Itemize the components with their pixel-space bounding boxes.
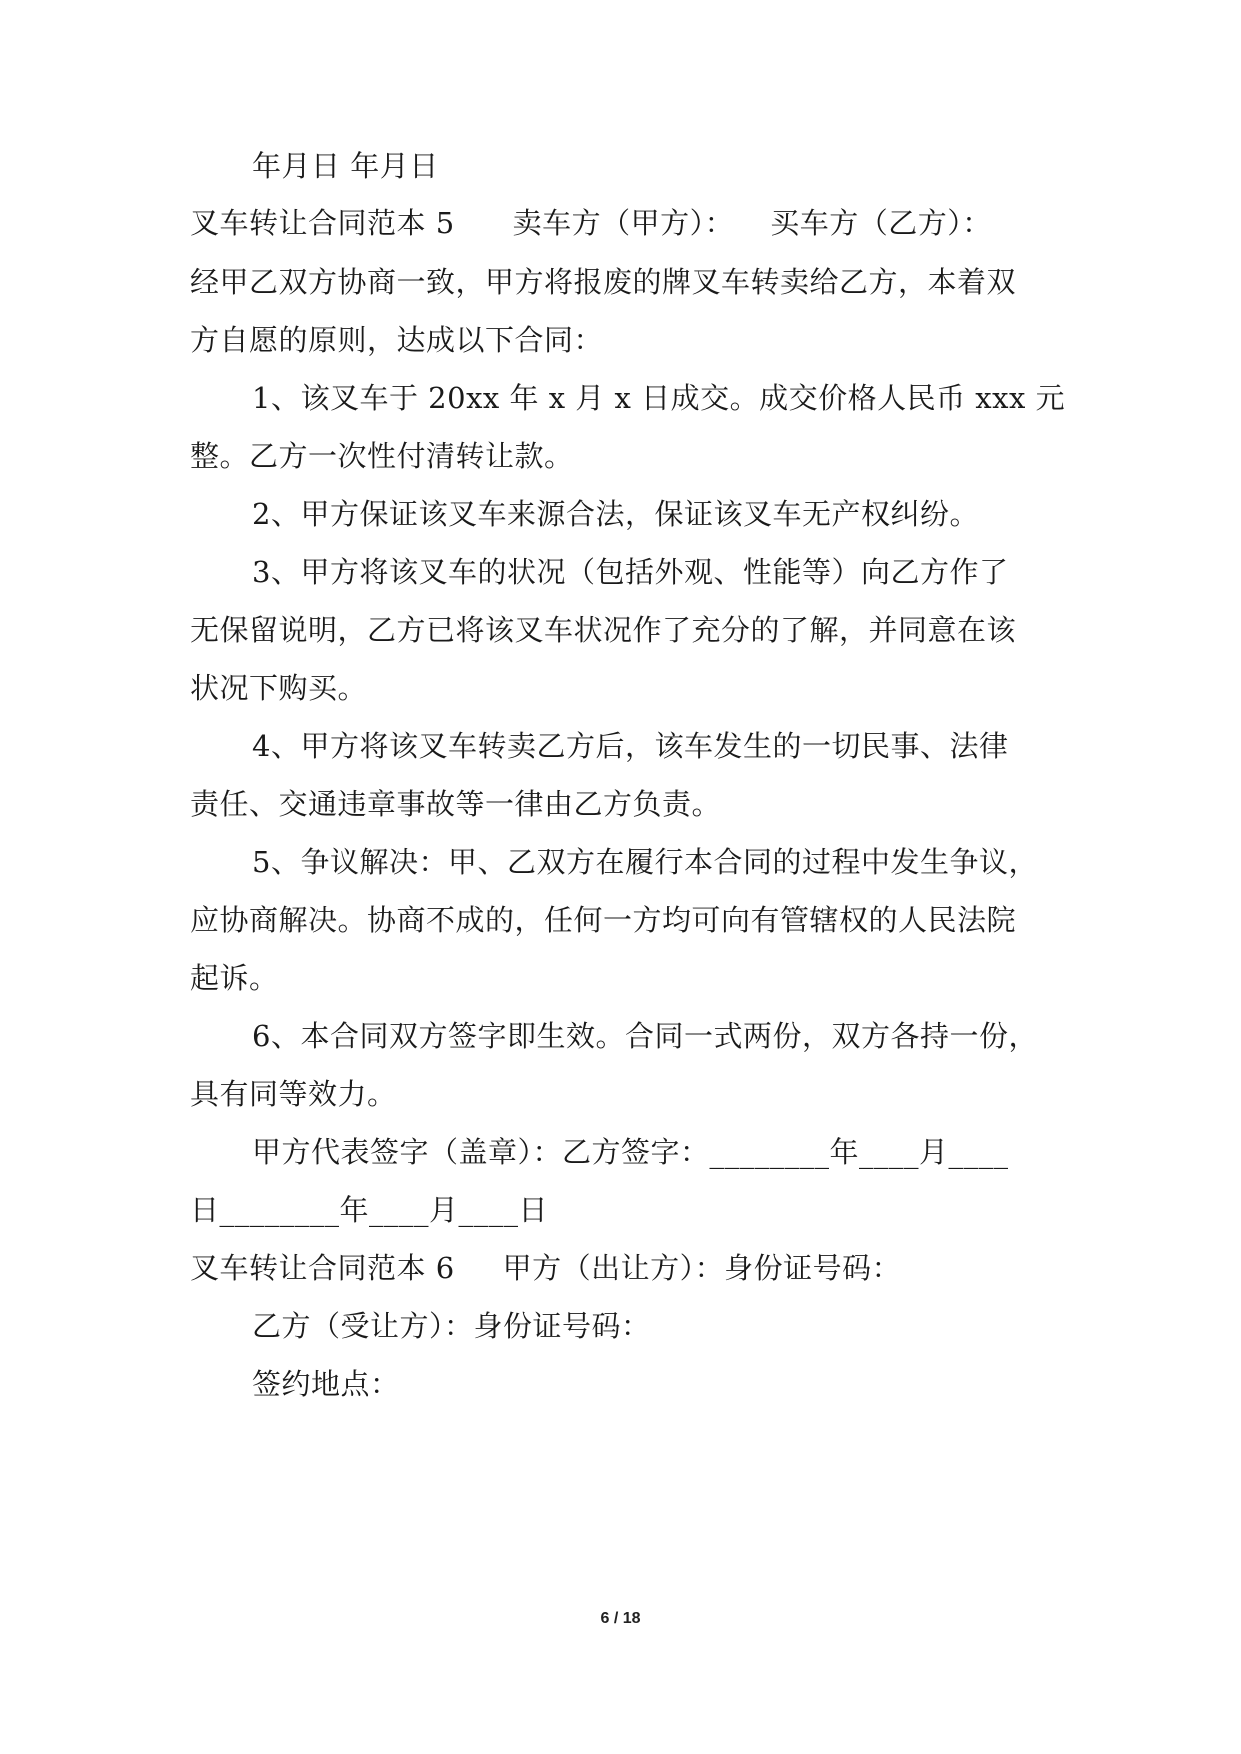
- clause-3: [252, 552, 1060, 592]
- signing-location-line: [252, 1364, 1060, 1404]
- text: 状况下购买。: [190, 671, 368, 705]
- paragraph-line: [190, 610, 1060, 650]
- text: 整。乙方一次性付清转让款。: [190, 439, 574, 473]
- text: 5、争议解决：甲、乙双方在履行本合同的过程中发生争议，: [252, 845, 1038, 879]
- clause-6: [252, 1016, 1060, 1056]
- paragraph-line: [190, 262, 1060, 302]
- heading-title: 叉车转让合同范本 6: [190, 1251, 455, 1285]
- signature-line: [252, 1132, 1060, 1172]
- text: 应协商解决。协商不成的，任何一方均可向有管辖权的人民法院: [190, 903, 1017, 937]
- paragraph-line: [190, 668, 1060, 708]
- text: 责任、交通违章事故等一律由乙方负责。: [190, 787, 722, 821]
- text: 无保留说明，乙方已将该叉车状况作了充分的了解，并同意在该: [190, 613, 1017, 647]
- text: 经甲乙双方协商一致，甲方将报废的牌叉车转卖给乙方，本着双: [190, 265, 1017, 299]
- text: 日________年____月____日: [190, 1193, 549, 1227]
- heading-title: 叉车转让合同范本 5: [190, 206, 455, 240]
- text: 4、甲方将该叉车转卖乙方后，该车发生的一切民事、法律: [252, 729, 1009, 763]
- paragraph-line: [190, 1074, 1060, 1114]
- paragraph-line: [190, 784, 1060, 824]
- party-b-line: [252, 1306, 1060, 1346]
- section-heading-6: [190, 1248, 1060, 1288]
- paragraph-line: [190, 436, 1060, 476]
- seller-label: 卖车方（甲方）：: [512, 206, 735, 240]
- paragraph-line: [190, 900, 1060, 940]
- clause-2: [252, 494, 1060, 534]
- clause-5: [252, 842, 1060, 882]
- text: 1、该叉车于 20xx 年 x 月 x 日成交。成交价格人民币 xxx 元: [252, 381, 1066, 415]
- text: 3、甲方将该叉车的状况（包括外观、性能等）向乙方作了: [252, 555, 1009, 589]
- date-line: [252, 146, 1060, 186]
- text: 方自愿的原则，达成以下合同：: [190, 323, 604, 357]
- buyer-label: 买车方（乙方）：: [770, 206, 992, 240]
- page-number: 6 / 18: [600, 1610, 641, 1627]
- paragraph-line: [190, 320, 1060, 360]
- clause-4: [252, 726, 1060, 766]
- signature-date-line: [190, 1190, 1060, 1230]
- party-a-label: 甲方（出让方）：身份证号码：: [502, 1251, 902, 1285]
- text: 乙方（受让方）：身份证号码：: [252, 1309, 651, 1343]
- text: 6、本合同双方签字即生效。合同一式两份，双方各持一份，: [252, 1019, 1038, 1053]
- text: 具有同等效力。: [190, 1077, 397, 1111]
- text: 起诉。: [190, 961, 279, 995]
- text: 2、甲方保证该叉车来源合法，保证该叉车无产权纠纷。: [252, 497, 979, 531]
- text: 甲方代表签字（盖章）：乙方签字：________年____月____: [252, 1135, 1009, 1169]
- section-heading-5: [190, 203, 1060, 243]
- paragraph-line: [190, 958, 1060, 998]
- text: 年月日 年月日: [252, 149, 439, 183]
- clause-1: [252, 378, 1066, 418]
- text: 签约地点：: [252, 1367, 400, 1401]
